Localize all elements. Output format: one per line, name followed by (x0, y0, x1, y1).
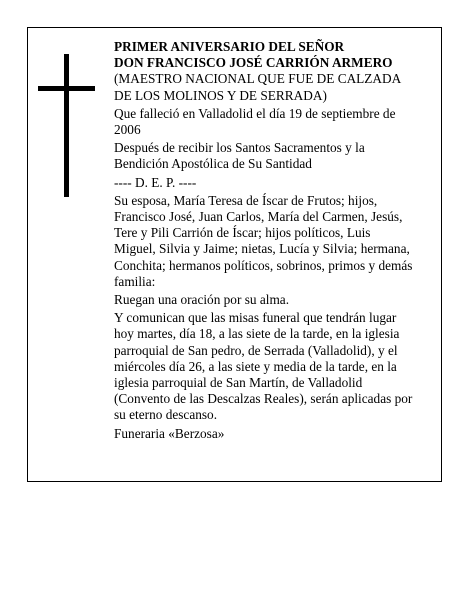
notice-occupation: (MAESTRO NACIONAL QUE FUE DE CALZADA DE LOS MOLINOS Y DE SERRADA) (114, 71, 401, 103)
notice-masses: Y comunican que las misas funeral que tendrán lugar hoy martes, día 18, a las siete de la tarde, en la iglesia parroquial de San pedro, de Serrada (Valladolid), y el miércoles día 26, a las siete y media de la tarde, en la iglesia parroquial de San Martín, de Valladolid (Convento de las Descalzas Reales), serán aplicadas por su eterno descanso. (114, 310, 413, 423)
notice-title-line-2: DON FRANCISCO JOSÉ CARRIÓN ARMERO (114, 55, 393, 71)
notice-family: Su esposa, María Teresa de Íscar de Frutos; hijos, Francisco José, Juan Carlos, María del Carmen, Jesús, Tere y Pili Carrión de Íscar; hijos políticos, Luis Miguel, Silvia y Jaime; nietas, Lucía y Silvia; hermana, Conchita; hermanos políticos, sobrinos, primos y demás familia: (114, 192, 413, 289)
notice-funeral-home: Funeraria «Berzosa» (114, 425, 225, 441)
notice-rip: ---- D. E. P. ---- (114, 174, 197, 190)
cross-icon-crossbar (38, 86, 95, 91)
notice-death-date: Que falleció en Valladolid el día 19 de septiembre de 2006 (114, 105, 396, 138)
notice-prayer-request: Ruegan una oración por su alma. (114, 292, 290, 308)
notice-title-line-1: PRIMER ANIVERSARIO DEL SEÑOR (114, 39, 345, 54)
obituary-notice-text (114, 39, 414, 444)
cross-icon (64, 54, 69, 197)
notice-sacraments: Después de recibir los Santos Sacramentos y la Bendición Apostólica de Su Santidad (114, 140, 365, 172)
